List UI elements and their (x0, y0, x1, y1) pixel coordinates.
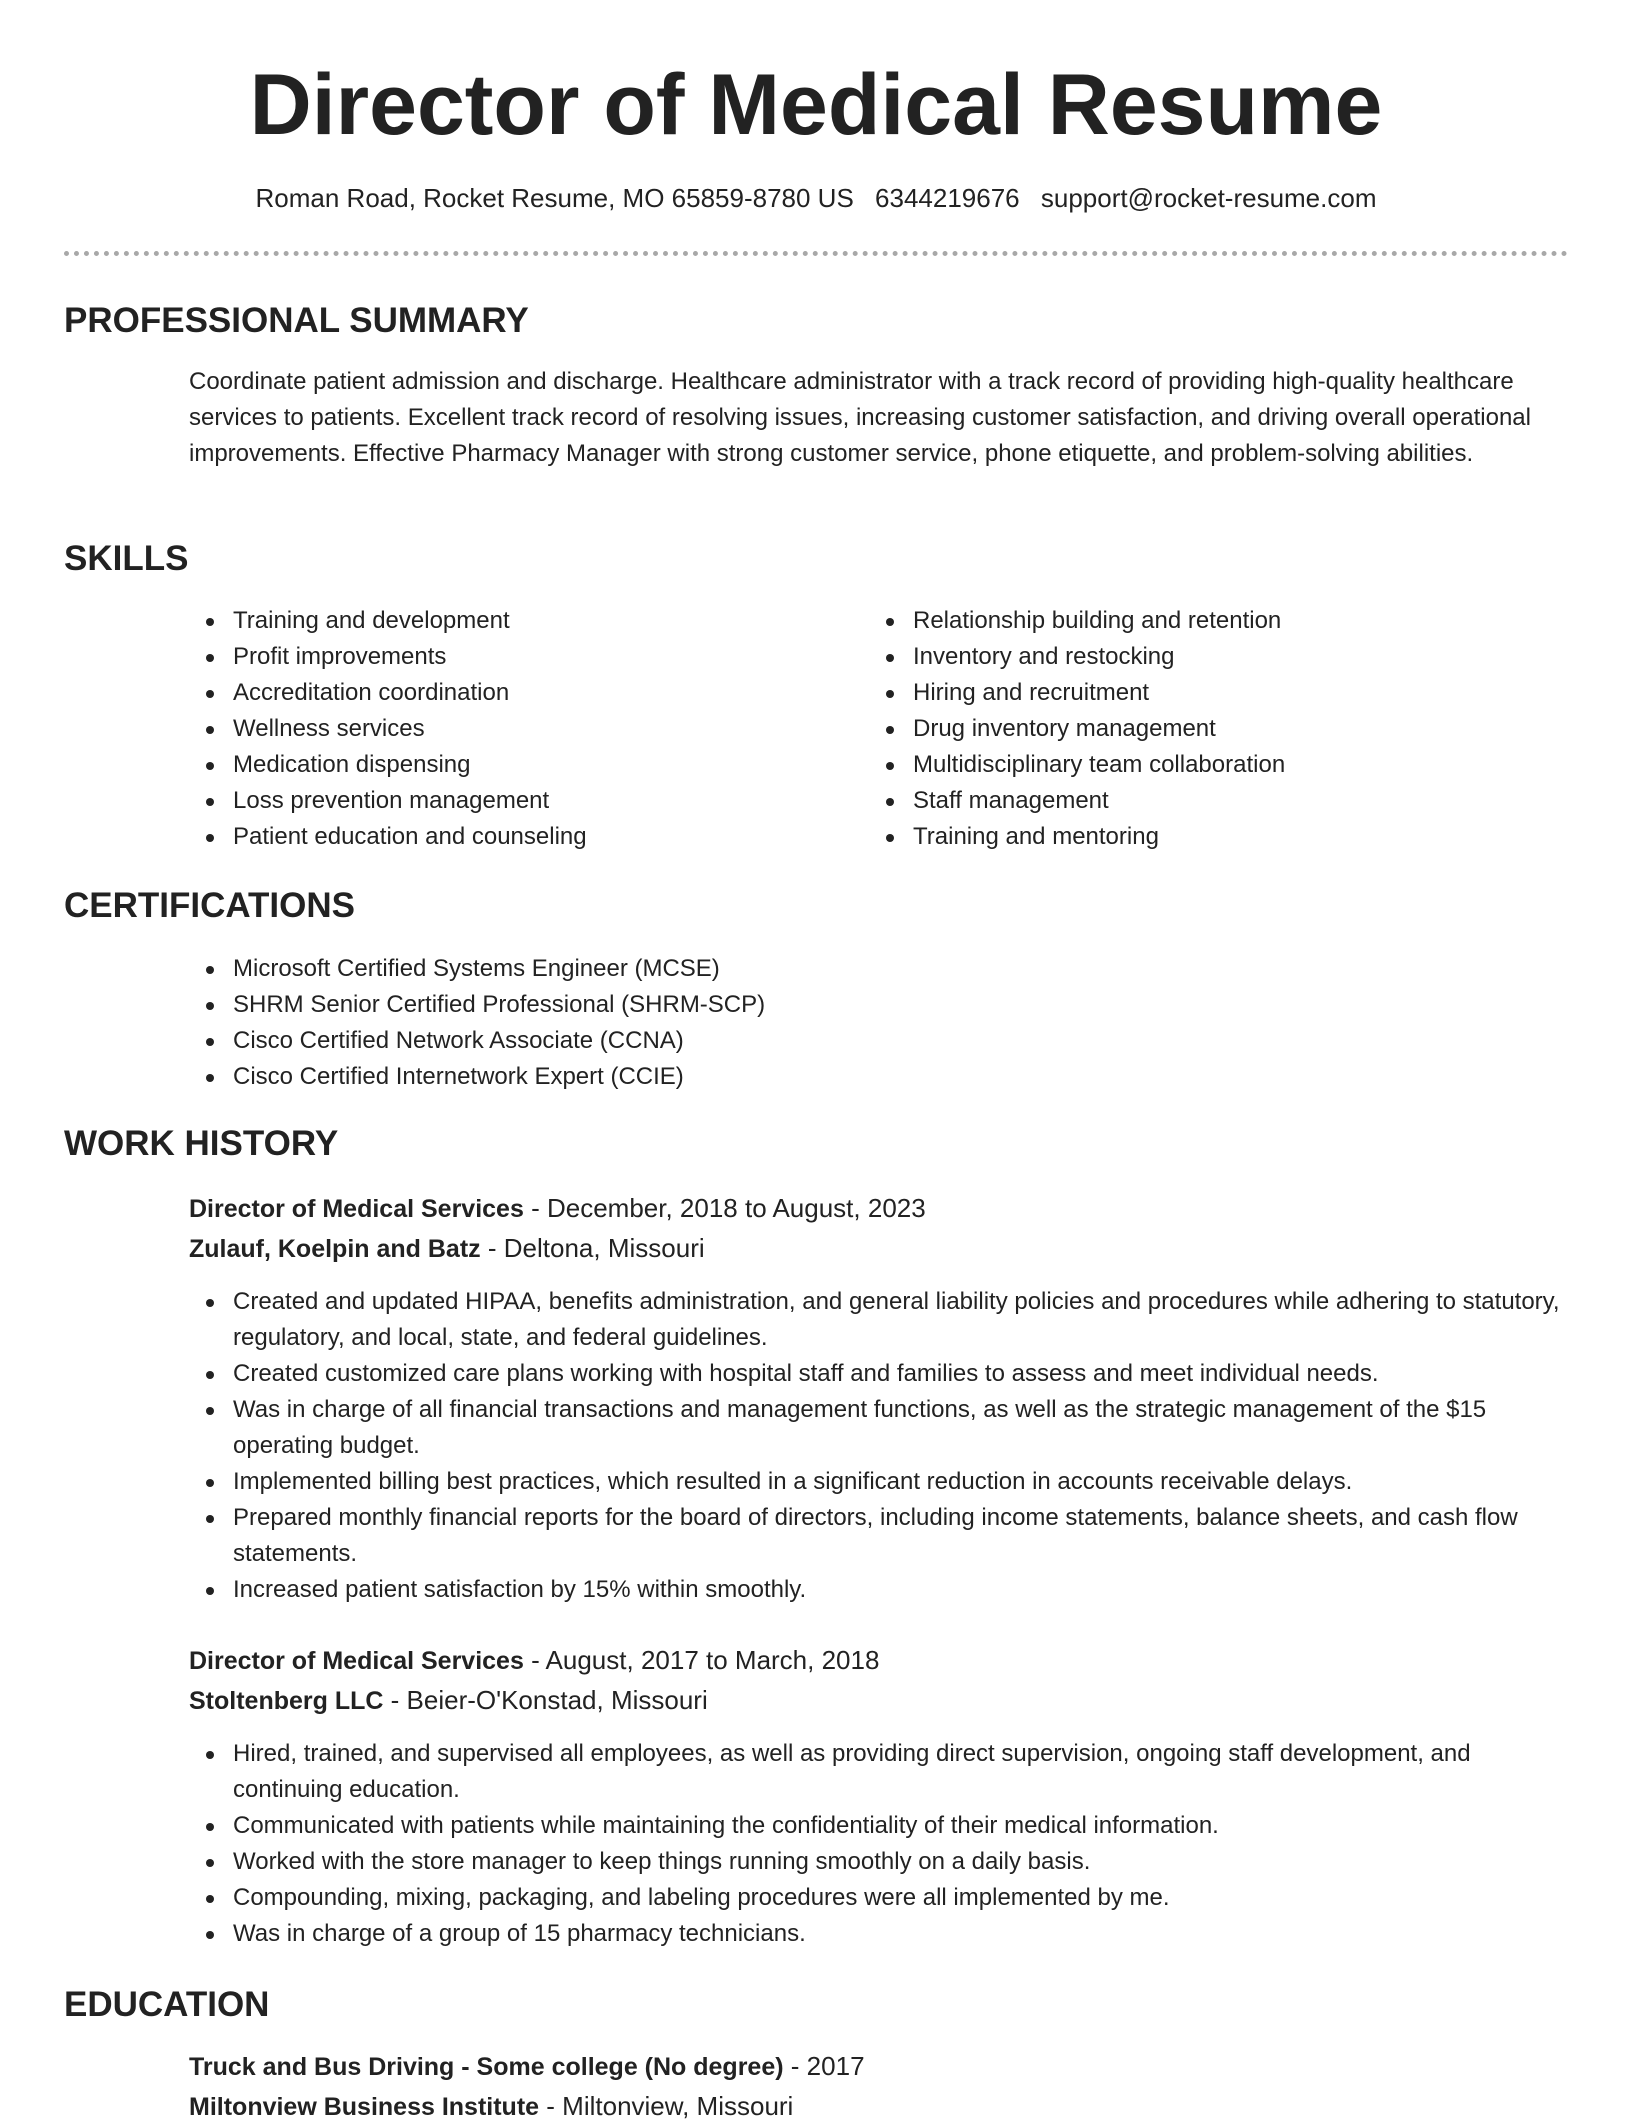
certification-item: Cisco Certified Internetwork Expert (CCIE) (189, 1059, 1561, 1095)
certification-item: Cisco Certified Network Associate (CCNA) (189, 1023, 1561, 1059)
certification-item: Microsoft Certified Systems Engineer (MCSE) (189, 951, 1561, 987)
skill-item: Loss prevention management (189, 783, 849, 819)
job-bullet: Increased patient satisfaction by 15% within smoothly. (189, 1572, 1561, 1608)
job-2-company-line (189, 1680, 708, 1721)
education-heading: EDUCATION (64, 1985, 270, 2024)
certifications-list (189, 951, 1561, 1095)
job-bullet: Was in charge of all financial transactions and management functions, as well as the strategic management of the $15 operating budget. (189, 1392, 1561, 1464)
job-1-location: - Deltona, Missouri (480, 1233, 705, 1263)
education-school-line (189, 2086, 793, 2127)
contact-phone: 6344219676 (875, 183, 1020, 213)
skill-item: Hiring and recruitment (869, 675, 1529, 711)
job-bullet: Compounding, mixing, packaging, and labeling procedures were all implemented by me. (189, 1880, 1561, 1916)
job-2-title: Director of Medical Services (189, 1647, 524, 1675)
job-1-title-line (189, 1188, 926, 1229)
job-2-dates: - August, 2017 to March, 2018 (523, 1645, 880, 1675)
job-bullet: Created customized care plans working with hospital staff and families to assess and meet individual needs. (189, 1356, 1561, 1392)
summary-heading: PROFESSIONAL SUMMARY (64, 301, 529, 340)
job-bullet: Prepared monthly financial reports for the board of directors, including income statements, balance sheets, and cash flow statements. (189, 1500, 1561, 1572)
certification-item: SHRM Senior Certified Professional (SHRM-SCP) (189, 987, 1561, 1023)
contact-email: support@rocket-resume.com (1040, 183, 1377, 213)
skills-list-right (869, 603, 1529, 855)
education-degree-line (189, 2046, 865, 2087)
certifications-heading: CERTIFICATIONS (64, 886, 356, 925)
contact-line (0, 178, 1632, 218)
job-1-company: Zulauf, Koelpin and Batz (189, 1235, 481, 1263)
skill-item: Accreditation coordination (189, 675, 849, 711)
header-divider (64, 251, 1568, 256)
education-degree: Truck and Bus Driving - Some college (No degree) (189, 2053, 784, 2081)
job-bullet: Was in charge of a group of 15 pharmacy technicians. (189, 1916, 1561, 1952)
job-bullet: Implemented billing best practices, which resulted in a significant reduction in accounts receivable delays. (189, 1464, 1561, 1500)
skill-item: Profit improvements (189, 639, 849, 675)
resume-title: Director of Medical Resume (249, 57, 1383, 153)
job-1-company-line (189, 1228, 705, 1269)
contact-address: Roman Road, Rocket Resume, MO 65859-8780 US (255, 183, 854, 213)
skill-item: Relationship building and retention (869, 603, 1529, 639)
job-bullet: Hired, trained, and supervised all employees, as well as providing direct supervision, ongoing staff development, and continuing education. (189, 1736, 1561, 1808)
skills-heading: SKILLS (64, 539, 189, 578)
skill-item: Staff management (869, 783, 1529, 819)
skill-item: Multidisciplinary team collaboration (869, 747, 1529, 783)
skill-item: Inventory and restocking (869, 639, 1529, 675)
education-year: - 2017 (783, 2051, 865, 2081)
skill-item: Training and development (189, 603, 849, 639)
job-1-title: Director of Medical Services (189, 1195, 524, 1223)
skill-item: Medication dispensing (189, 747, 849, 783)
skill-item: Training and mentoring (869, 819, 1529, 855)
job-bullet: Worked with the store manager to keep things running smoothly on a daily basis. (189, 1844, 1561, 1880)
job-2-company: Stoltenberg LLC (189, 1687, 384, 1715)
skill-item: Wellness services (189, 711, 849, 747)
job-1-dates: - December, 2018 to August, 2023 (523, 1193, 926, 1223)
education-school: Miltonview Business Institute (189, 2093, 540, 2121)
job-2-bullets (189, 1736, 1561, 1952)
job-bullet: Created and updated HIPAA, benefits administration, and general liability policies and procedures while adhering to statutory, regulatory, and local, state, and federal guidelines. (189, 1284, 1561, 1356)
job-1-bullets (189, 1284, 1561, 1608)
education-location: - Miltonview, Missouri (539, 2091, 794, 2121)
skill-item: Drug inventory management (869, 711, 1529, 747)
work-history-heading: WORK HISTORY (64, 1124, 339, 1163)
job-2-location: - Beier-O'Konstad, Missouri (383, 1685, 708, 1715)
skill-item: Patient education and counseling (189, 819, 849, 855)
job-2-title-line (189, 1640, 879, 1681)
skills-list-left (189, 603, 849, 855)
job-bullet: Communicated with patients while maintaining the confidentiality of their medical information. (189, 1808, 1561, 1844)
summary-text: Coordinate patient admission and discharge. Healthcare administrator with a track record of providing high-quality healthcare services to patients. Excellent track record of resolving issues, increasing customer satisfaction, and driving overall operational improvements. Effective Pharmacy Manager with strong customer service, phone etiquette, and problem-solving abilities. (189, 368, 1531, 467)
